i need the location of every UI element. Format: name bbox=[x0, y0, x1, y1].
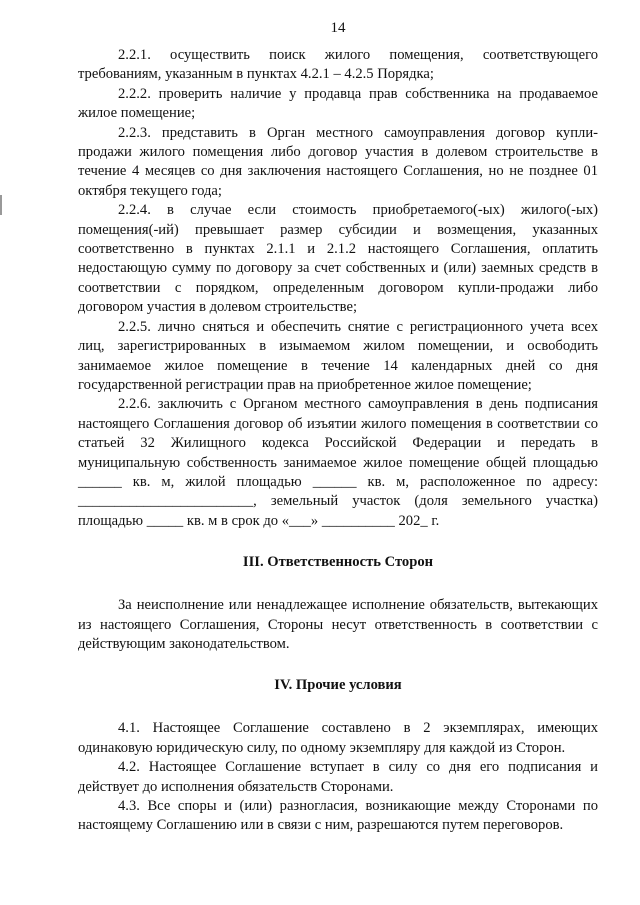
clause-2-2-3: 2.2.3. представить в Орган местного самоуправления договор купли-продажи жилого помещения либо договор участия в долевом строительстве в течение 4 месяцев со дня заключения настоящего Соглашения, но не позднее 01 октября текущего года; bbox=[78, 124, 598, 199]
section-3-paragraph: За неисполнение или ненадлежащее исполнение обязательств, вытекающих из настоящего Соглашения, Стороны несут ответственность в соответствии с действующим законодательством. bbox=[78, 597, 598, 652]
section-3-title: III. Ответственность Сторон bbox=[242, 554, 434, 571]
clause-4-1: 4.1. Настоящее Соглашение составлено в 2 экземплярах, имеющих одинаковую юридическую силу, по одному экземпляру для каждой из Сторон. bbox=[78, 720, 598, 756]
clause-4-2: 4.2. Настоящее Соглашение вступает в силу со дня его подписания и действует до исполнения обязательств Сторонами. bbox=[78, 759, 598, 795]
clause-4-3: 4.3. Все споры и (или) разногласия, возникающие между Сторонами по настоящему Соглашению или в связи с ним, разрешаются путем переговоров. bbox=[78, 798, 598, 834]
clause-2-2-1: 2.2.1. осуществить поиск жилого помещения, соответствующего требованиям, указанным в пунктах 4.2.1 – 4.2.5 Порядка; bbox=[78, 47, 598, 83]
document-page bbox=[78, 18, 598, 836]
section-4-title: IV. Прочие условия bbox=[274, 677, 402, 694]
clause-2-2-5: 2.2.5. лично сняться и обеспечить снятие с регистрационного учета всех лиц, зарегистрированных в изымаемом жилом помещении, и освободить занимаемое жилое помещение в течение 14 календарных дней со дня государственной регистрации прав на приобретенное жилое помещение; bbox=[78, 318, 598, 393]
scan-edge-mark bbox=[0, 195, 2, 215]
clause-2-2-6: 2.2.6. заключить с Органом местного самоуправления в день подписания настоящего Соглашения договор об изъятии жилого помещения в соответствии со статьей 32 Жилищного кодекса Российской Федерации и передать в муниципальную собственность занимаемое жилое помещение общей площадью ______ кв. м, жилой площадью ______ кв. м, расположенное по адресу: ________________________, земельный участок (доля земельного участка) площадью _____ кв. м в срок до «___» __________ 202_ г. bbox=[78, 396, 598, 529]
clause-2-2-4: 2.2.4. в случае если стоимость приобретаемого(-ых) жилого(-ых) помещения(-ий) превышает размер субсидии и возмещения, указанных соответственно в пунктах 2.1.1 и 2.1.2 настоящего Соглашения, оплатить недостающую сумму по договору за счет собственных и (или) заемных средств в соответствии с порядком, определенным договором купли-продажи либо договором участия в долевом строительстве; bbox=[78, 202, 598, 316]
clause-2-2-2: 2.2.2. проверить наличие у продавца прав собственника на продаваемое жилое помещение; bbox=[78, 85, 598, 122]
page-number: 14 bbox=[330, 20, 346, 36]
